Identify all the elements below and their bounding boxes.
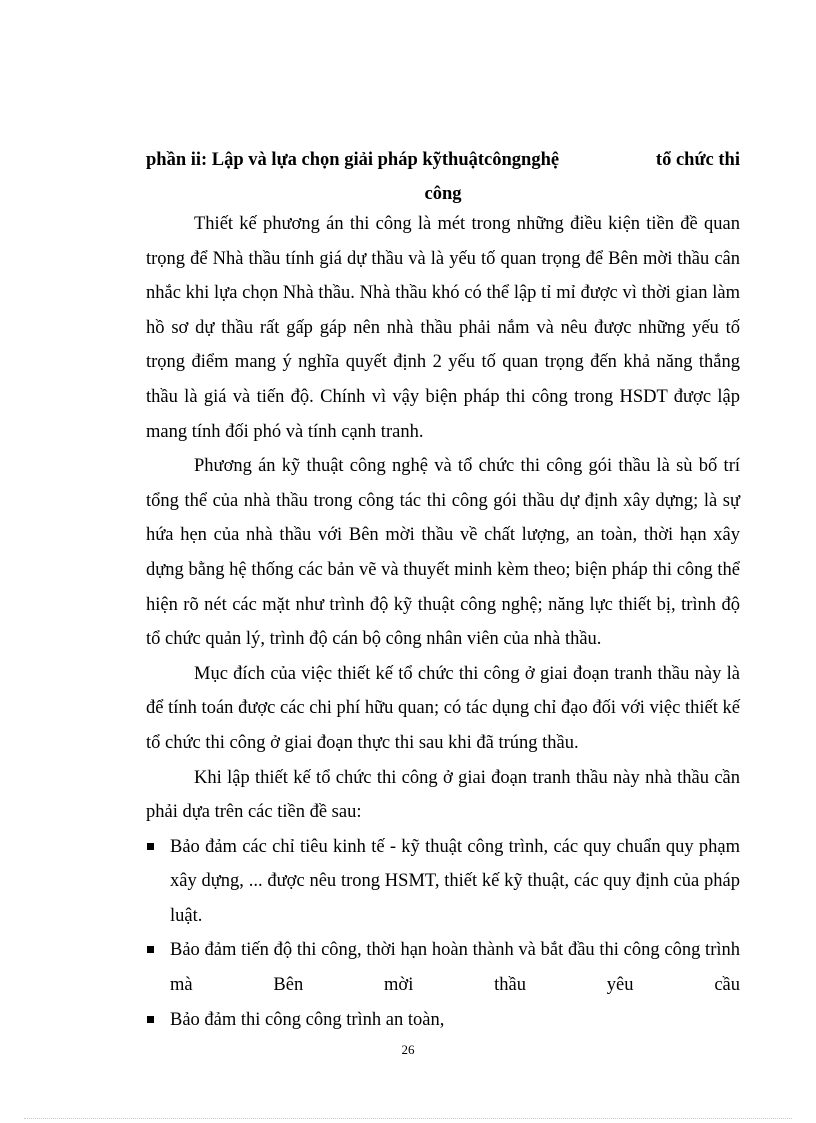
list-item-text: Bảo đảm thi công công trình an toàn,: [170, 1009, 445, 1030]
paragraph-1: Thiết kế phương án thi công là mét trong những điều kiện tiền đề quan trọng để Nhà thầu tính giá dự thầu và là yếu tố quan trọng để Bên mời thầu cân nhắc khi lựa chọn Nhà thầu. Nhà thầu khó có thể lập tỉ mỉ được vì thời gian làm hồ sơ dự thầu rất gấp gáp nên nhà thầu phải nắm và nêu được những yếu tố trọng điểm mang ý nghĩa quyết định 2 yếu tố quan trọng đến khả năng thắng thầu là giá và tiến độ. Chính vì vậy biện pháp thi công trong HSDT được lập mang tính đối phó và tính cạnh tranh.: [146, 214, 740, 442]
document-body: [146, 207, 740, 1037]
section-heading-title: phần ii: Lập và lựa chọn giải pháp kỹthuậtcôngnghệ: [146, 150, 560, 170]
paragraph-4: Khi lập thiết kế tổ chức thi công ở giai đoạn tranh thầu này nhà thầu cần phải dựa trên các tiền đề sau:: [146, 767, 740, 823]
list-item: [146, 933, 740, 1002]
section-heading: [146, 143, 740, 211]
section-heading-line-1: [146, 143, 740, 177]
paragraph-3: Mục đích của việc thiết kế tổ chức thi công ở giai đoạn tranh thầu này là để tính toán được các chi phí hữu quan; có tác dụng chỉ đạo đối với việc thiết kế tổ chức thi công ở giai đoạn thực thi sau khi đã trúng thầu.: [146, 663, 740, 753]
square-bullet-icon: [147, 946, 154, 953]
section-heading-line-2: công: [424, 184, 462, 204]
square-bullet-icon: [147, 843, 154, 850]
requirements-list: [146, 830, 740, 1038]
section-heading-title-end: tổ chức thi: [655, 150, 740, 170]
list-item: [146, 830, 740, 934]
page-number: 26: [401, 1042, 415, 1057]
list-item-text: Bảo đảm các chỉ tiêu kinh tế - kỹ thuật công trình, các quy chuẩn quy phạm xây dựng, ... được nêu trong HSMT, thiết kế kỹ thuật, các quy định của pháp luật.: [170, 836, 740, 926]
square-bullet-icon: [147, 1016, 154, 1023]
paragraph-2: Phương án kỹ thuật công nghệ và tổ chức thi công gói thầu là sù bố trí tổng thể của nhà thầu trong công tác thi công gói thầu dự định xây dựng; là sự hứa hẹn của nhà thầu với Bên mời thầu về chất lượng, an toàn, thời hạn xây dựng bằng hệ thống các bản vẽ và thuyết minh kèm theo; biện pháp thi công thể hiện rõ nét các mặt như trình độ kỹ thuật công nghệ; năng lực thiết bị, trình độ tổ chức quản lý, trình độ cán bộ công nhân viên của nhà thầu.: [146, 456, 740, 650]
list-item: [146, 1003, 740, 1038]
list-item-text: Bảo đảm tiến độ thi công, thời hạn hoàn thành và bắt đầu thi công công trình mà Bên mời thầu yêu cầu: [170, 940, 740, 996]
page-bottom-divider: [24, 1118, 792, 1119]
